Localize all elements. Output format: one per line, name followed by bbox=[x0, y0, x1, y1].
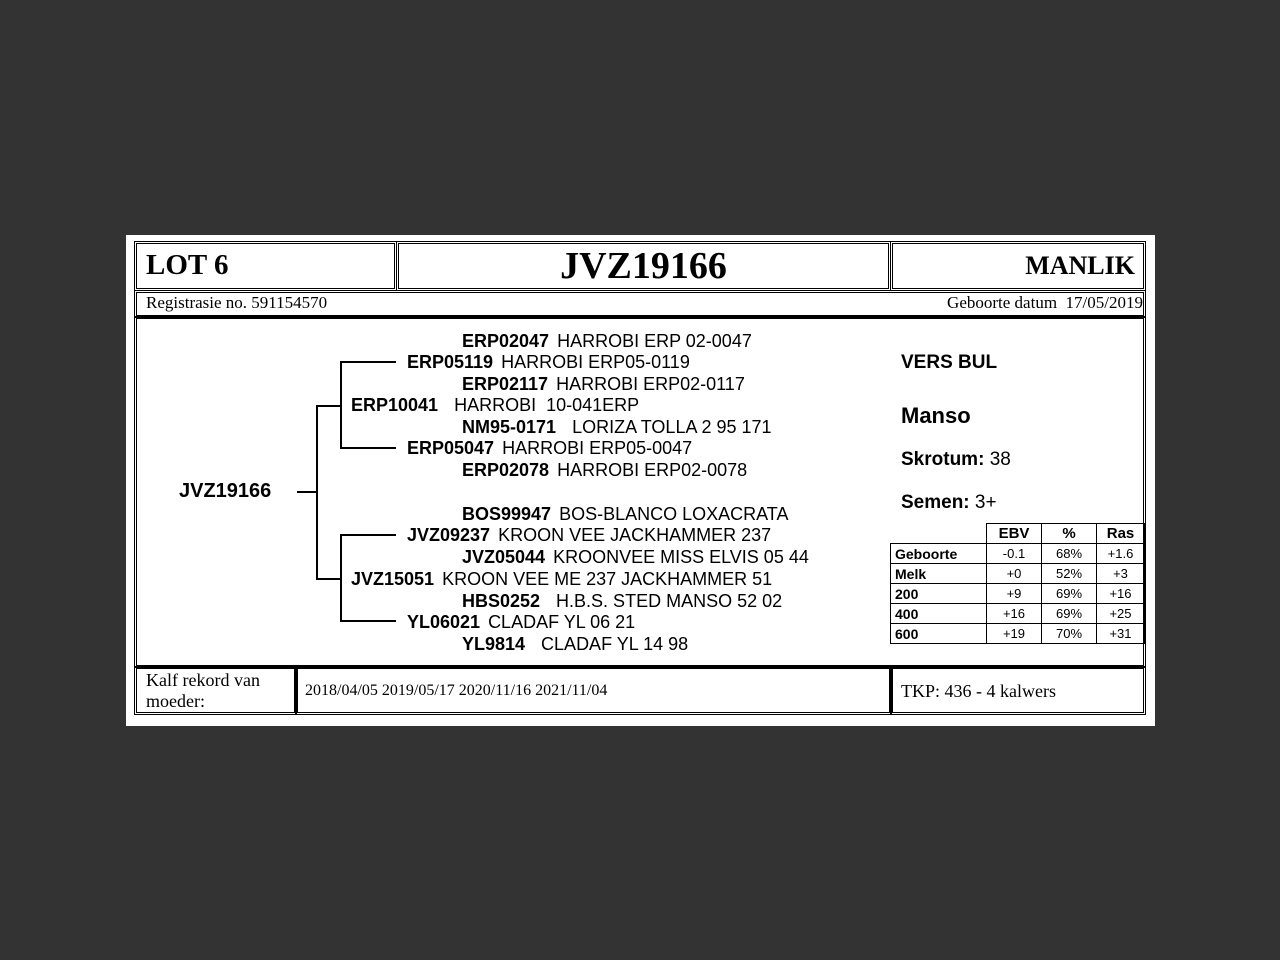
ebv-row-label: Melk bbox=[891, 564, 987, 584]
semen-label: Semen: bbox=[901, 492, 970, 513]
pedigree-code: ERP02117 bbox=[462, 374, 549, 394]
pedigree-name: KROON VEE JACKHAMMER 237 bbox=[498, 525, 772, 545]
ebv-breed-avg: +31 bbox=[1097, 624, 1145, 644]
scrotum-value: 38 bbox=[989, 449, 1011, 470]
pedigree-ggp-7 bbox=[462, 591, 782, 612]
registration-value: 591154570 bbox=[251, 293, 328, 312]
animal-id: JVZ19166 bbox=[560, 245, 727, 287]
pedigree-dam-dam bbox=[407, 438, 692, 459]
calf-record-dates: 2018/04/05 2019/05/17 2020/11/16 2021/11/04 bbox=[305, 682, 608, 699]
ebv-percent: 52% bbox=[1042, 564, 1097, 584]
pedigree-sire-dam bbox=[407, 612, 635, 633]
ebv-breed-avg: +16 bbox=[1097, 584, 1145, 604]
pedigree-line bbox=[340, 534, 396, 536]
ebv-percent: 69% bbox=[1042, 584, 1097, 604]
pedigree-dam bbox=[351, 395, 639, 416]
pedigree-dam-sire bbox=[407, 352, 690, 373]
ebv-value: +9 bbox=[987, 584, 1042, 604]
pedigree-line bbox=[340, 447, 396, 449]
ebv-row-label: Geboorte bbox=[891, 544, 987, 564]
pedigree-name: KROON VEE ME 237 JACKHAMMER 51 bbox=[442, 569, 773, 589]
pedigree-code: BOS99947 bbox=[462, 504, 552, 524]
ebv-percent: 70% bbox=[1042, 624, 1097, 644]
pedigree-code: JVZ15051 bbox=[351, 569, 435, 589]
ebv-value: +19 bbox=[987, 624, 1042, 644]
birth-date bbox=[947, 293, 1143, 313]
ebv-header: % bbox=[1042, 524, 1097, 544]
ebv-breed-avg: +25 bbox=[1097, 604, 1145, 624]
pedigree-line bbox=[316, 405, 342, 407]
pedigree-line bbox=[297, 491, 317, 493]
ebv-value: -0.1 bbox=[987, 544, 1042, 564]
pedigree-sire-sire bbox=[407, 525, 771, 546]
pedigree-name: BOS-BLANCO LOXACRATA bbox=[559, 504, 789, 524]
pedigree-line bbox=[340, 620, 396, 622]
pedigree-name: HARROBI ERP 02-0047 bbox=[557, 331, 752, 351]
pedigree-code: ERP10041 bbox=[351, 395, 439, 415]
ebv-percent: 68% bbox=[1042, 544, 1097, 564]
registration-label: Registrasie no. bbox=[146, 293, 248, 312]
ebv-row bbox=[891, 624, 1145, 644]
ebv-percent: 69% bbox=[1042, 604, 1097, 624]
pedigree-code: NM95-0171 bbox=[462, 417, 557, 437]
pedigree-name: HARROBI ERP02-0078 bbox=[557, 460, 748, 480]
ebv-row bbox=[891, 564, 1145, 584]
pedigree-code: YL9814 bbox=[462, 634, 526, 654]
ebv-row-label: 200 bbox=[891, 584, 987, 604]
sex-label: MANLIK bbox=[1025, 251, 1135, 280]
ebv-breed-avg: +1.6 bbox=[1097, 544, 1145, 564]
pedigree-line bbox=[340, 361, 396, 363]
ebv-row-label: 400 bbox=[891, 604, 987, 624]
registration-number bbox=[146, 293, 327, 313]
ebv-value: +0 bbox=[987, 564, 1042, 584]
pedigree-line bbox=[340, 534, 342, 622]
ebv-breed-avg: +3 bbox=[1097, 564, 1145, 584]
pedigree-ggp-8 bbox=[462, 634, 688, 655]
pedigree-code: ERP02047 bbox=[462, 331, 550, 351]
pedigree-subject: JVZ19166 bbox=[179, 480, 272, 502]
pedigree-sire bbox=[351, 569, 772, 590]
pedigree-code: JVZ05044 bbox=[462, 547, 546, 567]
ebv-value: +16 bbox=[987, 604, 1042, 624]
pedigree-code: ERP02078 bbox=[462, 460, 550, 480]
birth-date-label: Geboorte datum bbox=[947, 293, 1058, 312]
pedigree-ggp-3 bbox=[462, 417, 772, 438]
pedigree-code: ERP05119 bbox=[407, 352, 494, 372]
pedigree-code: YL06021 bbox=[407, 612, 481, 632]
pedigree-name: CLADAF YL 14 98 bbox=[541, 634, 689, 654]
pedigree-ggp-1 bbox=[462, 331, 752, 352]
lot-number: LOT 6 bbox=[146, 249, 229, 281]
animal-type: VERS BUL bbox=[901, 352, 998, 373]
pedigree-ggp-4 bbox=[462, 460, 747, 481]
ebv-row bbox=[891, 544, 1145, 564]
ebv-table bbox=[890, 523, 1145, 644]
pedigree-name: HARROBI 10-041ERP bbox=[454, 395, 640, 415]
pedigree-code: JVZ09237 bbox=[407, 525, 491, 545]
scrotum-label: Skrotum: bbox=[901, 449, 985, 470]
ebv-header-row bbox=[891, 524, 1145, 544]
scrotum bbox=[901, 449, 1011, 471]
pedigree-name: CLADAF YL 06 21 bbox=[488, 612, 636, 632]
pedigree-name: KROONVEE MISS ELVIS 05 44 bbox=[553, 547, 809, 567]
ebv-row-label: 600 bbox=[891, 624, 987, 644]
pedigree-name: HARROBI ERP02-0117 bbox=[556, 374, 745, 394]
pedigree-code: HBS0252 bbox=[462, 591, 541, 611]
pedigree-code: ERP05047 bbox=[407, 438, 495, 458]
pedigree-line bbox=[340, 361, 342, 449]
calf-record-label: Kalf rekord van moeder: bbox=[146, 670, 260, 711]
tkp-value: TKP: 436 - 4 kalwers bbox=[901, 681, 1056, 701]
ebv-row bbox=[891, 584, 1145, 604]
birth-date-value: 17/05/2019 bbox=[1065, 293, 1143, 312]
pedigree-line bbox=[316, 405, 318, 579]
semen bbox=[901, 492, 997, 514]
pedigree-ggp-5 bbox=[462, 504, 788, 525]
ebv-header: Ras bbox=[1097, 524, 1145, 544]
pedigree-ggp-6 bbox=[462, 547, 809, 568]
pedigree-name: HARROBI ERP05-0119 bbox=[501, 352, 690, 372]
pedigree-name: H.B.S. STED MANSO 52 02 bbox=[556, 591, 783, 611]
animal-breed: Manso bbox=[901, 403, 971, 428]
pedigree-ggp-2 bbox=[462, 374, 745, 395]
pedigree-name: HARROBI ERP05-0047 bbox=[502, 438, 693, 458]
ebv-header: EBV bbox=[987, 524, 1042, 544]
pedigree-name: LORIZA TOLLA 2 95 171 bbox=[572, 417, 772, 437]
ebv-row bbox=[891, 604, 1145, 624]
semen-value: 3+ bbox=[974, 492, 997, 513]
pedigree-line bbox=[316, 578, 342, 580]
